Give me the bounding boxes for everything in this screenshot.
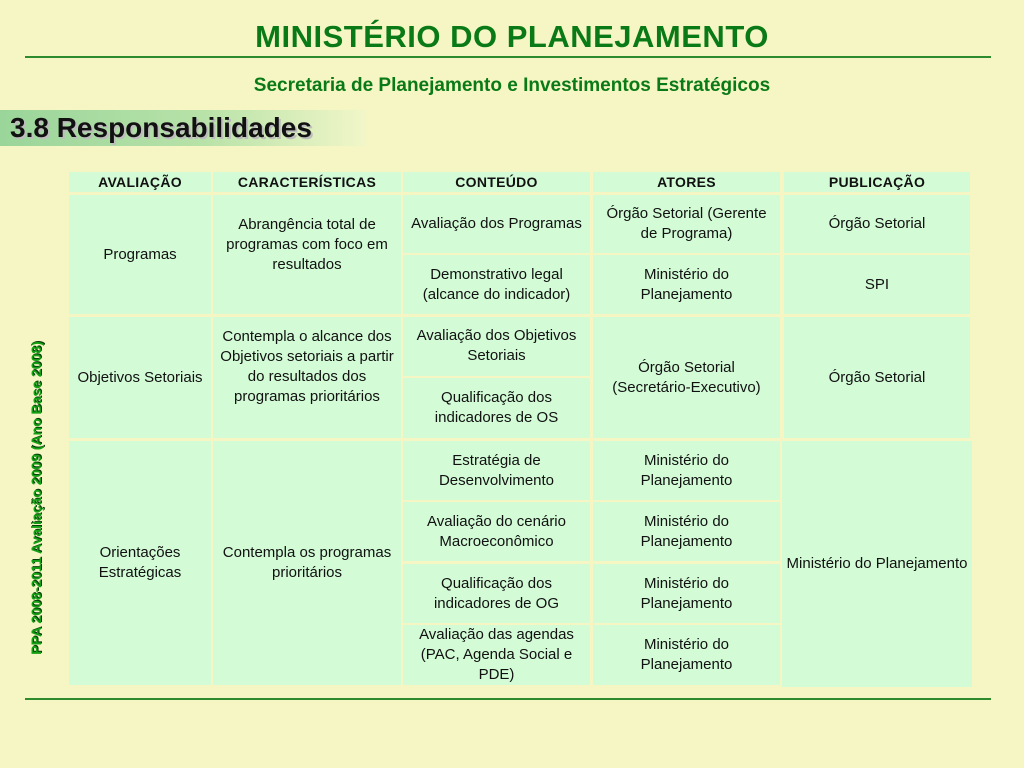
table-cell-atores: Ministério do Planejamento [593,564,780,623]
table-cell-atores: Ministério do Planejamento [593,441,780,500]
table-cell-conteudo: Qualificação dos indicadores de OS [403,378,590,438]
table-cell-avaliacao: Orientações Estratégicas [69,441,211,685]
table-cell-publicacao: SPI [784,255,970,314]
column-header-caracteristicas: CARACTERÍSTICAS [213,172,401,192]
column-header-atores: ATORES [593,172,780,192]
table-cell-atores: Ministério do Planejamento [593,625,780,685]
table-cell-conteudo: Avaliação do cenário Macroeconômico [403,502,590,561]
table-cell-caracteristicas: Contempla os programas prioritários [213,441,401,685]
table-cell-avaliacao: Objetivos Setoriais [69,317,211,438]
table-cell-atores: Órgão Setorial (Secretário-Executivo) [593,317,780,438]
table-cell-conteudo: Avaliação dos Programas [403,195,590,253]
page-subtitle: Secretaria de Planejamento e Investimentos Estratégicos [253,75,771,96]
column-header-publicacao: PUBLICAÇÃO [784,172,970,192]
table-cell-conteudo: Avaliação dos Objetivos Setoriais [403,317,590,376]
header-divider [25,56,991,58]
table-cell-caracteristicas: Contempla o alcance dos Objetivos setoriais a partir do resultados dos programas prioritários [213,317,401,438]
column-header-conteudo: CONTEÚDO [403,172,590,192]
table-cell-conteudo: Estratégia de Desenvolvimento [403,441,590,500]
footer-divider [25,698,991,700]
table-cell-conteudo: Qualificação dos indicadores de OG [403,564,590,623]
section-heading [0,110,366,146]
table-cell-publicacao: Órgão Setorial [784,195,970,253]
table-cell-conteudo: Avaliação das agendas (PAC, Agenda Social e PDE) [403,625,590,685]
table-cell-caracteristicas: Abrangência total de programas com foco em resultados [213,195,401,314]
side-caption: PPA 2008-2011 Avaliação 2009 (Ano Base 2008) [28,341,44,655]
table-cell-publicacao: Órgão Setorial [784,317,970,438]
table-cell-conteudo: Demonstrativo legal (alcance do indicador) [403,255,590,314]
table-cell-atores: Ministério do Planejamento [593,255,780,314]
table-cell-atores: Ministério do Planejamento [593,502,780,561]
table-cell-publicacao: Ministério do Planejamento [782,441,972,687]
page-title: MINISTÉRIO DO PLANEJAMENTO [255,19,769,54]
section-heading-text: 3.8 Responsabilidades [10,112,312,143]
table-cell-atores: Órgão Setorial (Gerente de Programa) [593,195,780,253]
table-cell-avaliacao: Programas [69,195,211,314]
column-header-avaliacao: AVALIAÇÃO [69,172,211,192]
